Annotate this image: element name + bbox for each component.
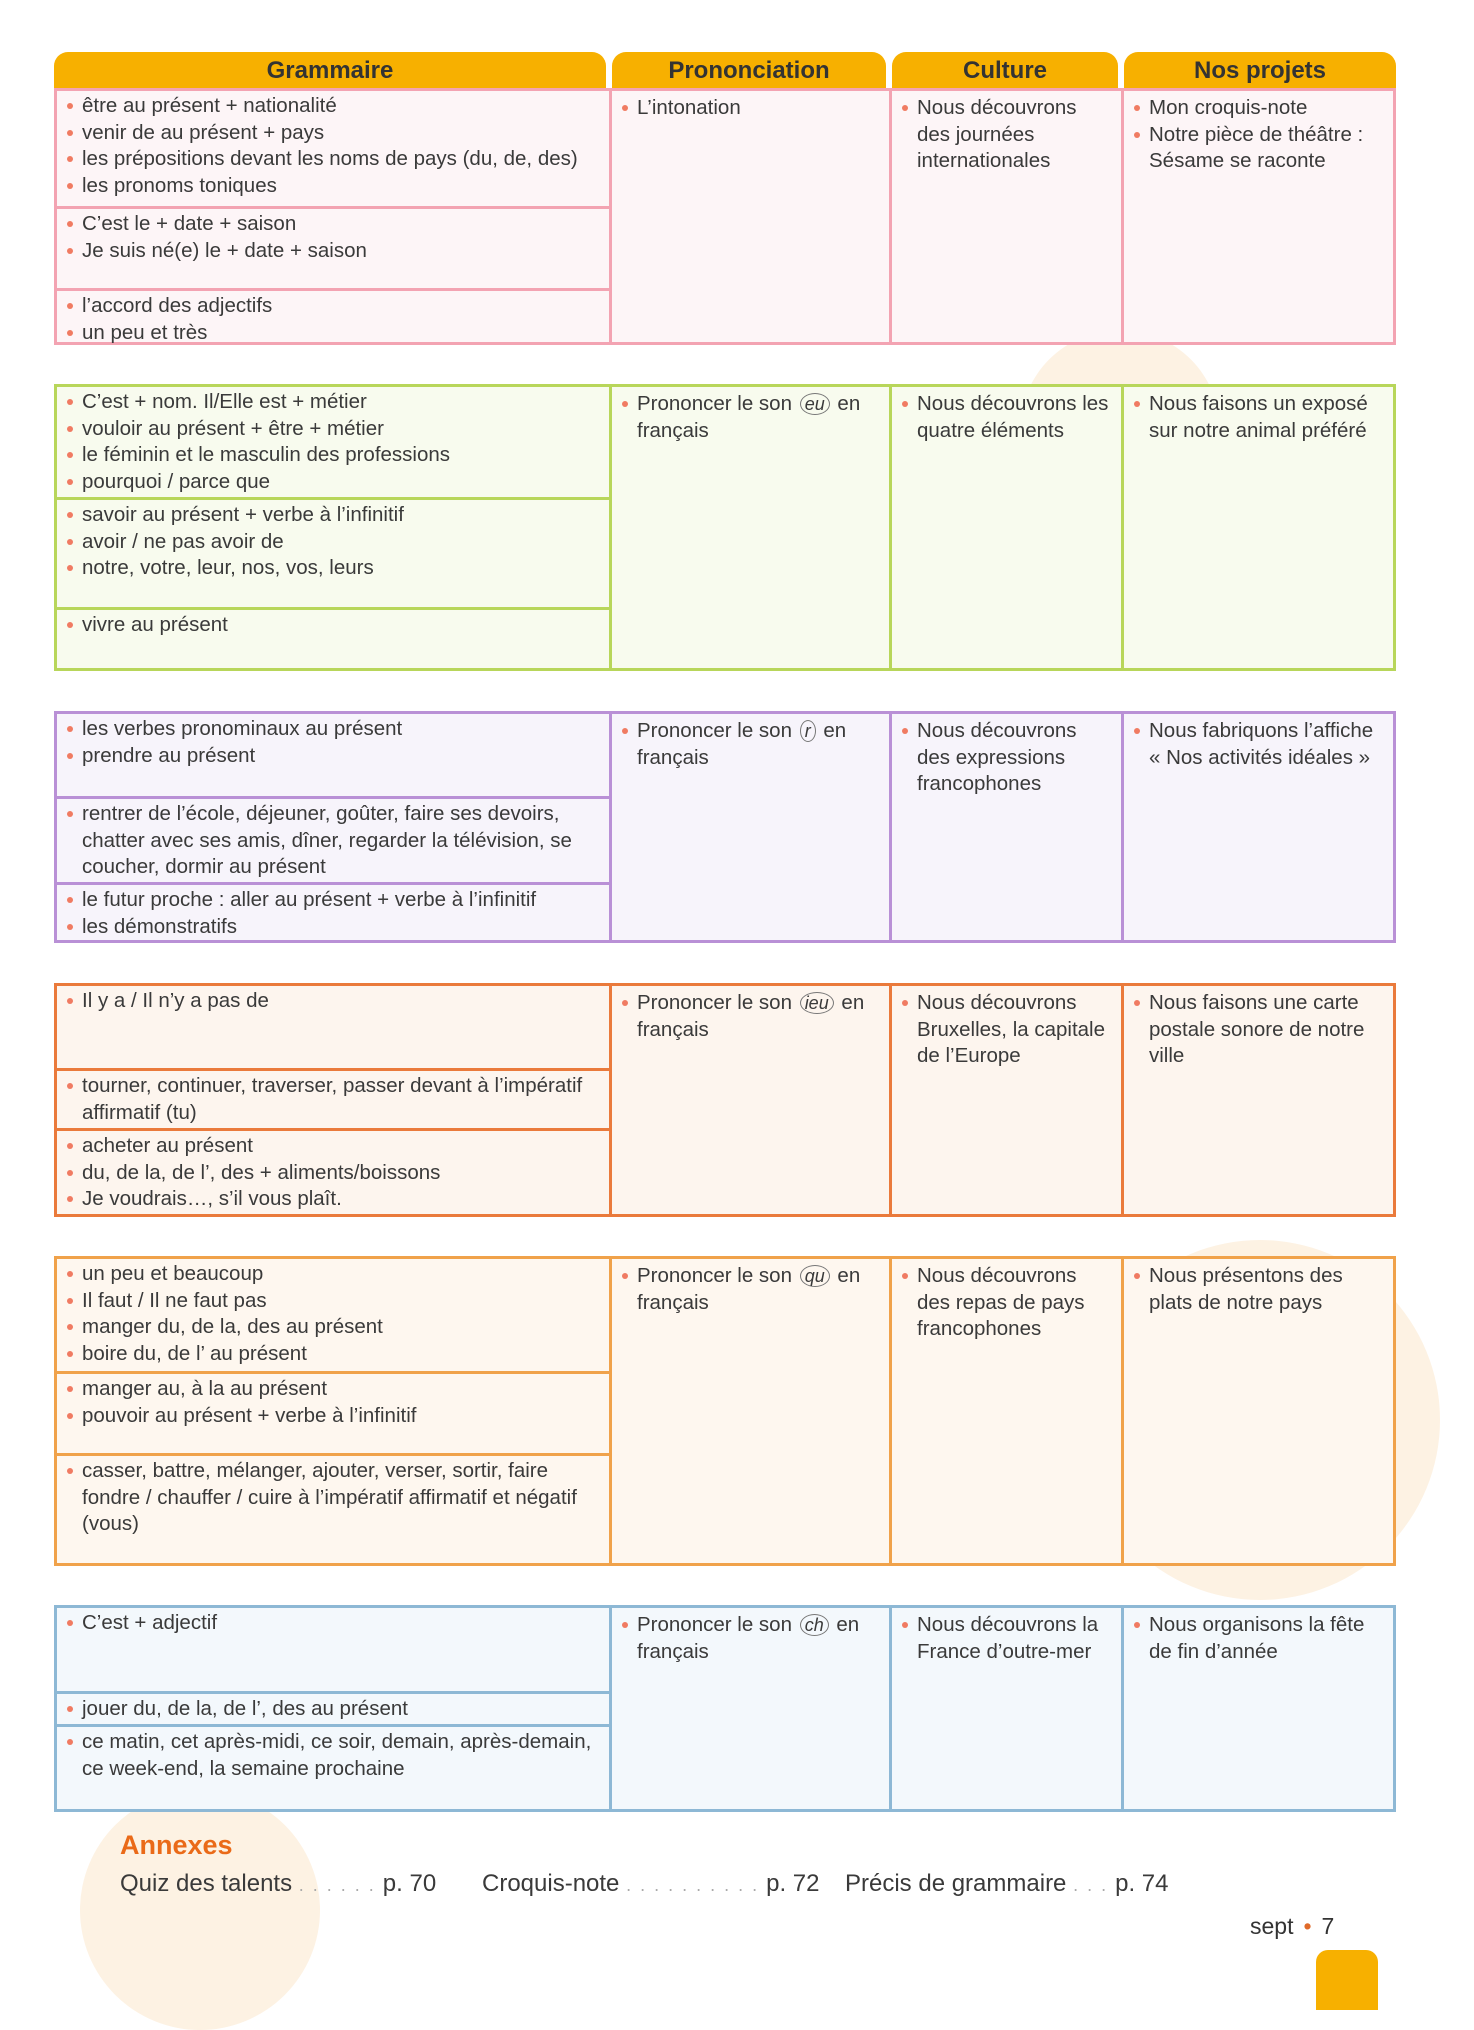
projet-item: Nous faisons une carte postale sonore de notre ville bbox=[1124, 990, 1393, 1070]
prononciation-text bbox=[612, 91, 889, 122]
page-tab bbox=[1316, 1950, 1378, 2010]
culture-item: Nous découvrons des repas de pays francophones bbox=[892, 1263, 1121, 1343]
projet-item: Nous présentons des plats de notre pays bbox=[1124, 1263, 1393, 1316]
prononciation-item bbox=[612, 1263, 889, 1316]
grammar-item: l’accord des adjectifs bbox=[57, 293, 609, 320]
culture-text bbox=[892, 986, 1121, 1070]
sound-bubble: ch bbox=[800, 1614, 829, 1636]
projets-cell bbox=[1124, 387, 1393, 668]
grammar-group bbox=[57, 799, 609, 885]
sound-bubble: ieu bbox=[800, 992, 834, 1014]
culture-cell bbox=[892, 986, 1124, 1214]
grammar-item: manger au, à la au présent bbox=[57, 1376, 609, 1403]
culture-text bbox=[892, 1608, 1121, 1665]
prononciation-suffix: en français bbox=[637, 1613, 860, 1663]
unit-row bbox=[54, 1256, 1396, 1566]
culture-item: Nous découvrons des journées internationales bbox=[892, 95, 1121, 175]
grammar-group bbox=[57, 387, 609, 500]
projets-text bbox=[1124, 1608, 1393, 1665]
projet-item: Nous fabriquons l’affiche « Nos activités idéales » bbox=[1124, 718, 1393, 771]
sound-bubble: qu bbox=[800, 1265, 830, 1287]
header-projets: Nos projets bbox=[1124, 52, 1396, 90]
grammar-item: rentrer de l’école, déjeuner, goûter, faire ses devoirs, chatter avec ses amis, dîner, regarder la télévision, se coucher, dormir au présent bbox=[57, 801, 609, 881]
grammar-item: Il y a / Il n’y a pas de bbox=[57, 988, 609, 1015]
annex-page: p. 70 bbox=[382, 1870, 437, 1897]
grammaire-cell bbox=[57, 714, 612, 940]
culture-cell bbox=[892, 1259, 1124, 1563]
prononciation-cell bbox=[612, 1259, 892, 1563]
grammar-group bbox=[57, 1727, 609, 1815]
prononciation-item bbox=[612, 1612, 889, 1665]
grammar-item: C’est le + date + saison bbox=[57, 211, 609, 238]
prononciation-cell bbox=[612, 1608, 892, 1809]
bullet-dot: • bbox=[1303, 1913, 1312, 1939]
prononciation-label: Prononcer le son bbox=[637, 1264, 792, 1287]
grammar-item: être au présent + nationalité bbox=[57, 93, 609, 120]
grammar-item: casser, battre, mélanger, ajouter, verser, sortir, faire fondre / chauffer / cuire à l’impératif affirmatif et négatif (vous) bbox=[57, 1458, 609, 1538]
annex-item[interactable] bbox=[482, 1870, 820, 1898]
leader-dots: . . . bbox=[1073, 1875, 1116, 1895]
projets-text bbox=[1124, 91, 1393, 175]
grammaire-cell bbox=[57, 1608, 612, 1809]
culture-cell bbox=[892, 387, 1124, 668]
projets-cell bbox=[1124, 91, 1393, 342]
grammar-item: manger du, de la, des au présent bbox=[57, 1314, 609, 1341]
grammar-item: un peu et beaucoup bbox=[57, 1261, 609, 1288]
prononciation-suffix: en français bbox=[637, 1264, 861, 1314]
projets-cell bbox=[1124, 1259, 1393, 1563]
grammaire-cell bbox=[57, 1259, 612, 1563]
grammar-item: tourner, continuer, traverser, passer devant à l’impératif affirmatif (tu) bbox=[57, 1073, 609, 1126]
grammar-item: avoir / ne pas avoir de bbox=[57, 529, 609, 556]
projets-text bbox=[1124, 1259, 1393, 1316]
grammar-item: jouer du, de la, de l’, des au présent bbox=[57, 1696, 609, 1723]
prononciation-label: Prononcer le son bbox=[637, 392, 792, 415]
page-word: sept bbox=[1250, 1913, 1294, 1939]
grammar-group bbox=[57, 1374, 609, 1456]
sound-bubble: eu bbox=[800, 393, 830, 415]
grammar-item: Je voudrais…, s’il vous plaît. bbox=[57, 1186, 609, 1213]
leader-dots: . . . . . . . . . . bbox=[626, 1875, 767, 1895]
culture-cell bbox=[892, 714, 1124, 940]
annex-page: p. 74 bbox=[1115, 1870, 1169, 1897]
prononciation-label: Prononcer le son bbox=[637, 991, 792, 1014]
unit-row bbox=[54, 1605, 1396, 1812]
grammar-item: savoir au présent + verbe à l’infinitif bbox=[57, 502, 609, 529]
prononciation-cell bbox=[612, 387, 892, 668]
grammar-item: pouvoir au présent + verbe à l’infinitif bbox=[57, 1403, 609, 1430]
projet-item: Nous organisons la fête de fin d’année bbox=[1124, 1612, 1393, 1665]
projet-item: Notre pièce de théâtre : Sésame se raconte bbox=[1124, 122, 1393, 175]
header-grammaire: Grammaire bbox=[54, 52, 606, 90]
grammar-group bbox=[57, 986, 609, 1071]
grammar-item: Il faut / Il ne faut pas bbox=[57, 1288, 609, 1315]
annex-item[interactable] bbox=[120, 1870, 436, 1898]
header-culture: Culture bbox=[892, 52, 1118, 90]
prononciation-text bbox=[612, 387, 889, 444]
grammar-item: le féminin et le masculin des professions bbox=[57, 442, 609, 469]
grammar-group bbox=[57, 91, 609, 209]
prononciation-cell bbox=[612, 986, 892, 1214]
culture-cell bbox=[892, 91, 1124, 342]
grammar-item: les démonstratifs bbox=[57, 914, 609, 941]
prononciation-label: Prononcer le son bbox=[637, 719, 792, 742]
projets-cell bbox=[1124, 1608, 1393, 1809]
prononciation-suffix: en français bbox=[637, 991, 865, 1041]
decorative-circle bbox=[80, 1790, 320, 2030]
unit-row bbox=[54, 711, 1396, 943]
projets-text bbox=[1124, 714, 1393, 771]
grammar-item: un peu et très bbox=[57, 320, 609, 347]
grammar-item: vivre au présent bbox=[57, 612, 609, 639]
grammar-item: les verbes pronominaux au présent bbox=[57, 716, 609, 743]
grammar-group bbox=[57, 500, 609, 610]
grammar-group bbox=[57, 1456, 609, 1569]
sound-bubble: r bbox=[800, 720, 816, 742]
grammaire-cell bbox=[57, 387, 612, 668]
prononciation-item bbox=[612, 718, 889, 771]
grammar-item: du, de la, de l’, des + aliments/boissons bbox=[57, 1160, 609, 1187]
culture-cell bbox=[892, 1608, 1124, 1809]
grammar-item: prendre au présent bbox=[57, 743, 609, 770]
projet-item: Nous faisons un exposé sur notre animal préféré bbox=[1124, 391, 1393, 444]
prononciation-label: L’intonation bbox=[637, 96, 741, 119]
grammar-item: ce matin, cet après-midi, ce soir, demain, après-demain, ce week-end, la semaine prochaine bbox=[57, 1729, 609, 1782]
grammar-group bbox=[57, 1071, 609, 1131]
grammar-group bbox=[57, 291, 609, 348]
grammar-group bbox=[57, 1259, 609, 1374]
annex-label: Croquis-note bbox=[482, 1870, 620, 1897]
grammar-item: les pronoms toniques bbox=[57, 173, 609, 200]
prononciation-text bbox=[612, 986, 889, 1043]
culture-text bbox=[892, 714, 1121, 798]
grammaire-cell bbox=[57, 91, 612, 342]
prononciation-text bbox=[612, 1259, 889, 1316]
prononciation-label: Prononcer le son bbox=[637, 1613, 792, 1636]
grammar-item: C’est + nom. Il/Elle est + métier bbox=[57, 389, 609, 416]
grammar-item: pourquoi / parce que bbox=[57, 469, 609, 496]
prononciation-suffix: en français bbox=[637, 392, 861, 442]
projet-item: Mon croquis-note bbox=[1124, 95, 1393, 122]
annex-page: p. 72 bbox=[766, 1870, 820, 1897]
grammar-group bbox=[57, 714, 609, 799]
prononciation-cell bbox=[612, 91, 892, 342]
culture-text bbox=[892, 387, 1121, 444]
annexes-title: Annexes bbox=[120, 1830, 233, 1860]
grammar-group bbox=[57, 209, 609, 291]
prononciation-text bbox=[612, 1608, 889, 1665]
culture-text bbox=[892, 91, 1121, 175]
annex-item[interactable] bbox=[845, 1870, 1168, 1898]
unit-row bbox=[54, 88, 1396, 345]
leader-dots: . . . . . . bbox=[298, 1875, 383, 1895]
header-prononciation: Prononciation bbox=[612, 52, 886, 90]
prononciation-suffix: en français bbox=[637, 719, 847, 769]
grammar-item: boire du, de l’ au présent bbox=[57, 1341, 609, 1368]
grammar-group bbox=[57, 1694, 609, 1727]
grammar-item: les prépositions devant les noms de pays (du, de, des) bbox=[57, 146, 609, 173]
grammar-group bbox=[57, 1131, 609, 1220]
culture-item: Nous découvrons des expressions francophones bbox=[892, 718, 1121, 798]
prononciation-cell bbox=[612, 714, 892, 940]
projets-text bbox=[1124, 387, 1393, 444]
grammar-item: C’est + adjectif bbox=[57, 1610, 609, 1637]
projets-text bbox=[1124, 986, 1393, 1070]
annex-label: Quiz des talents bbox=[120, 1870, 293, 1897]
grammar-group bbox=[57, 610, 609, 674]
grammar-item: le futur proche : aller au présent + verbe à l’infinitif bbox=[57, 887, 609, 914]
page-digit: 7 bbox=[1321, 1913, 1335, 1939]
unit-row bbox=[54, 384, 1396, 671]
unit-row bbox=[54, 983, 1396, 1217]
grammar-item: Je suis né(e) le + date + saison bbox=[57, 238, 609, 265]
culture-text bbox=[892, 1259, 1121, 1343]
culture-item: Nous découvrons Bruxelles, la capitale de l’Europe bbox=[892, 990, 1121, 1070]
grammaire-cell bbox=[57, 986, 612, 1214]
prononciation-item bbox=[612, 95, 889, 122]
prononciation-item bbox=[612, 990, 889, 1043]
prononciation-item bbox=[612, 391, 889, 444]
page-number bbox=[1250, 1913, 1334, 1940]
grammar-group bbox=[57, 885, 609, 946]
prononciation-text bbox=[612, 714, 889, 771]
grammar-item: acheter au présent bbox=[57, 1133, 609, 1160]
grammar-item: notre, votre, leur, nos, vos, leurs bbox=[57, 555, 609, 582]
grammar-item: venir de au présent + pays bbox=[57, 120, 609, 147]
culture-item: Nous découvrons la France d’outre-mer bbox=[892, 1612, 1121, 1665]
annex-label: Précis de grammaire bbox=[845, 1870, 1067, 1897]
grammar-group bbox=[57, 1608, 609, 1694]
projets-cell bbox=[1124, 986, 1393, 1214]
projets-cell bbox=[1124, 714, 1393, 940]
culture-item: Nous découvrons les quatre éléments bbox=[892, 391, 1121, 444]
grammar-item: vouloir au présent + être + métier bbox=[57, 416, 609, 443]
